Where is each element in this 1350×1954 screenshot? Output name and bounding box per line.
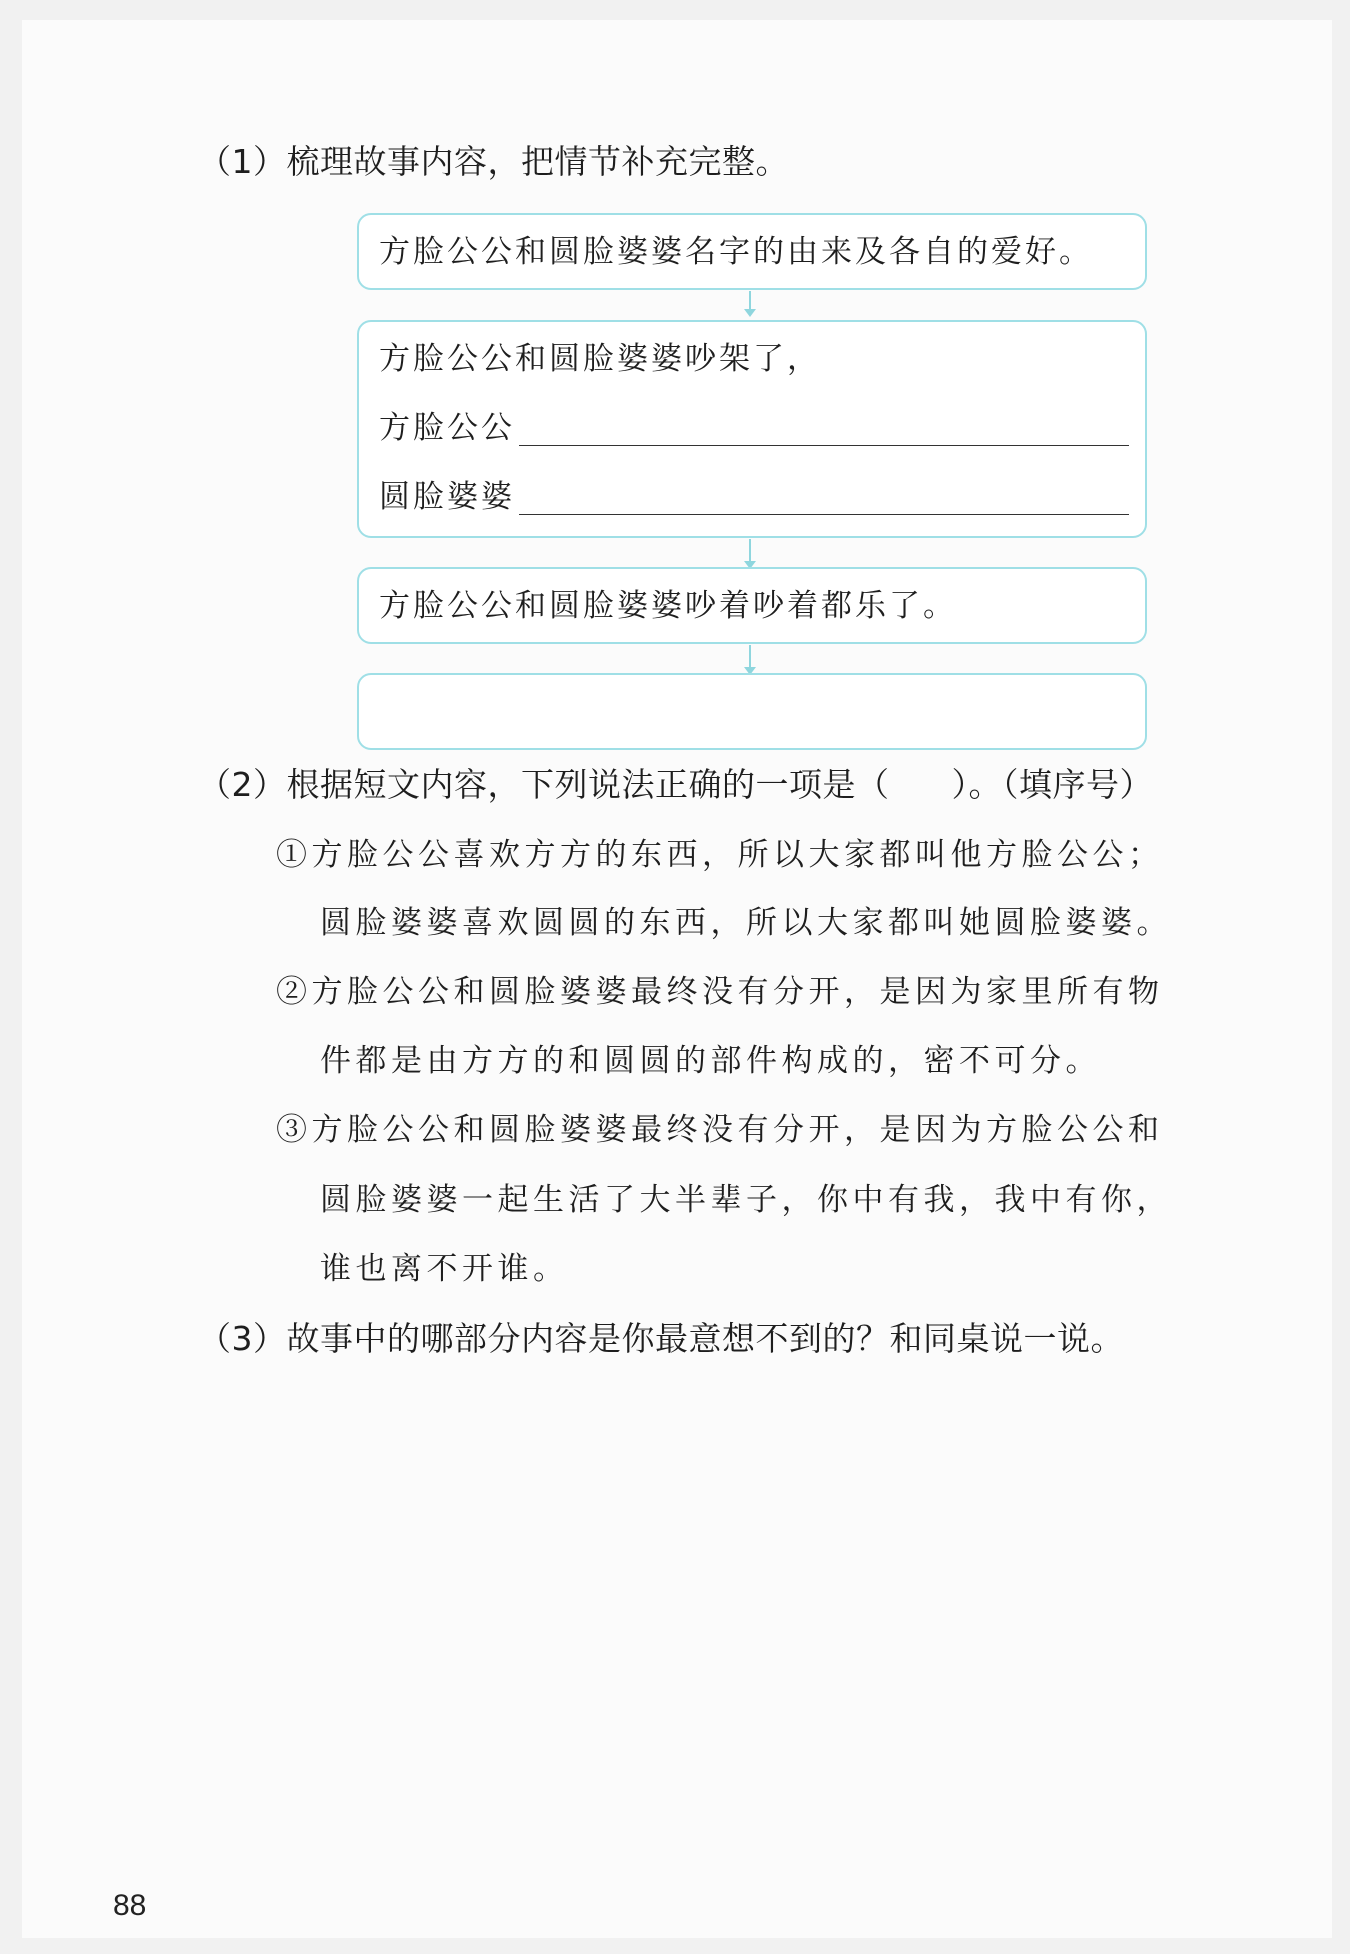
plot-box-2 xyxy=(357,320,1147,538)
plot-box-1 xyxy=(357,213,1147,290)
question-1-title: （1）梳理故事内容，把情节补充完整。 xyxy=(198,142,789,181)
plot-box-3 xyxy=(357,567,1147,644)
option-1-line-2: 圆脸婆婆喜欢圆圆的东西，所以大家都叫她圆脸婆婆。 xyxy=(320,905,1172,941)
option-3-line-2: 圆脸婆婆一起生活了大半辈子，你中有我，我中有你， xyxy=(320,1182,1172,1218)
option-2-line-1: ②方脸公公和圆脸婆婆最终没有分开，是因为家里所有物 xyxy=(276,974,1164,1010)
option-1-line-1: ①方脸公公喜欢方方的东西，所以大家都叫他方脸公公； xyxy=(276,837,1164,873)
question-3-title: （3）故事中的哪部分内容是你最意想不到的？和同桌说一说。 xyxy=(198,1319,1124,1358)
page-number: 88 xyxy=(113,1889,147,1922)
option-2-line-2: 件都是由方方的和圆圆的部件构成的，密不可分。 xyxy=(320,1043,1101,1079)
plot-box-1-text: 方脸公公和圆脸婆婆名字的由来及各自的爱好。 xyxy=(379,234,1093,270)
answer-blank-square-face[interactable] xyxy=(519,445,1129,446)
fill-label-square-face: 方脸公公 xyxy=(379,410,515,446)
plot-box-2-text: 方脸公公和圆脸婆婆吵架了， xyxy=(379,341,821,377)
question-2-title-before: （2）根据短文内容，下列说法正确的一项是（ xyxy=(198,765,890,804)
plot-box-4-answer[interactable] xyxy=(357,673,1147,750)
flow-arrow-1 xyxy=(749,291,751,315)
fill-label-round-face: 圆脸婆婆 xyxy=(379,479,515,515)
question-2-title xyxy=(198,763,1153,807)
flow-arrow-2 xyxy=(749,539,751,567)
option-3-line-3: 谁也离不开谁。 xyxy=(320,1251,569,1287)
flow-arrow-3 xyxy=(749,645,751,673)
option-3-line-1: ③方脸公公和圆脸婆婆最终没有分开，是因为方脸公公和 xyxy=(276,1112,1164,1148)
plot-box-3-text: 方脸公公和圆脸婆婆吵着吵着都乐了。 xyxy=(379,588,957,624)
question-2-title-after: ）。（填序号） xyxy=(951,765,1153,804)
answer-blank-round-face[interactable] xyxy=(519,514,1129,515)
fill-row-square-face xyxy=(379,404,1129,448)
fill-row-round-face xyxy=(379,473,1129,517)
